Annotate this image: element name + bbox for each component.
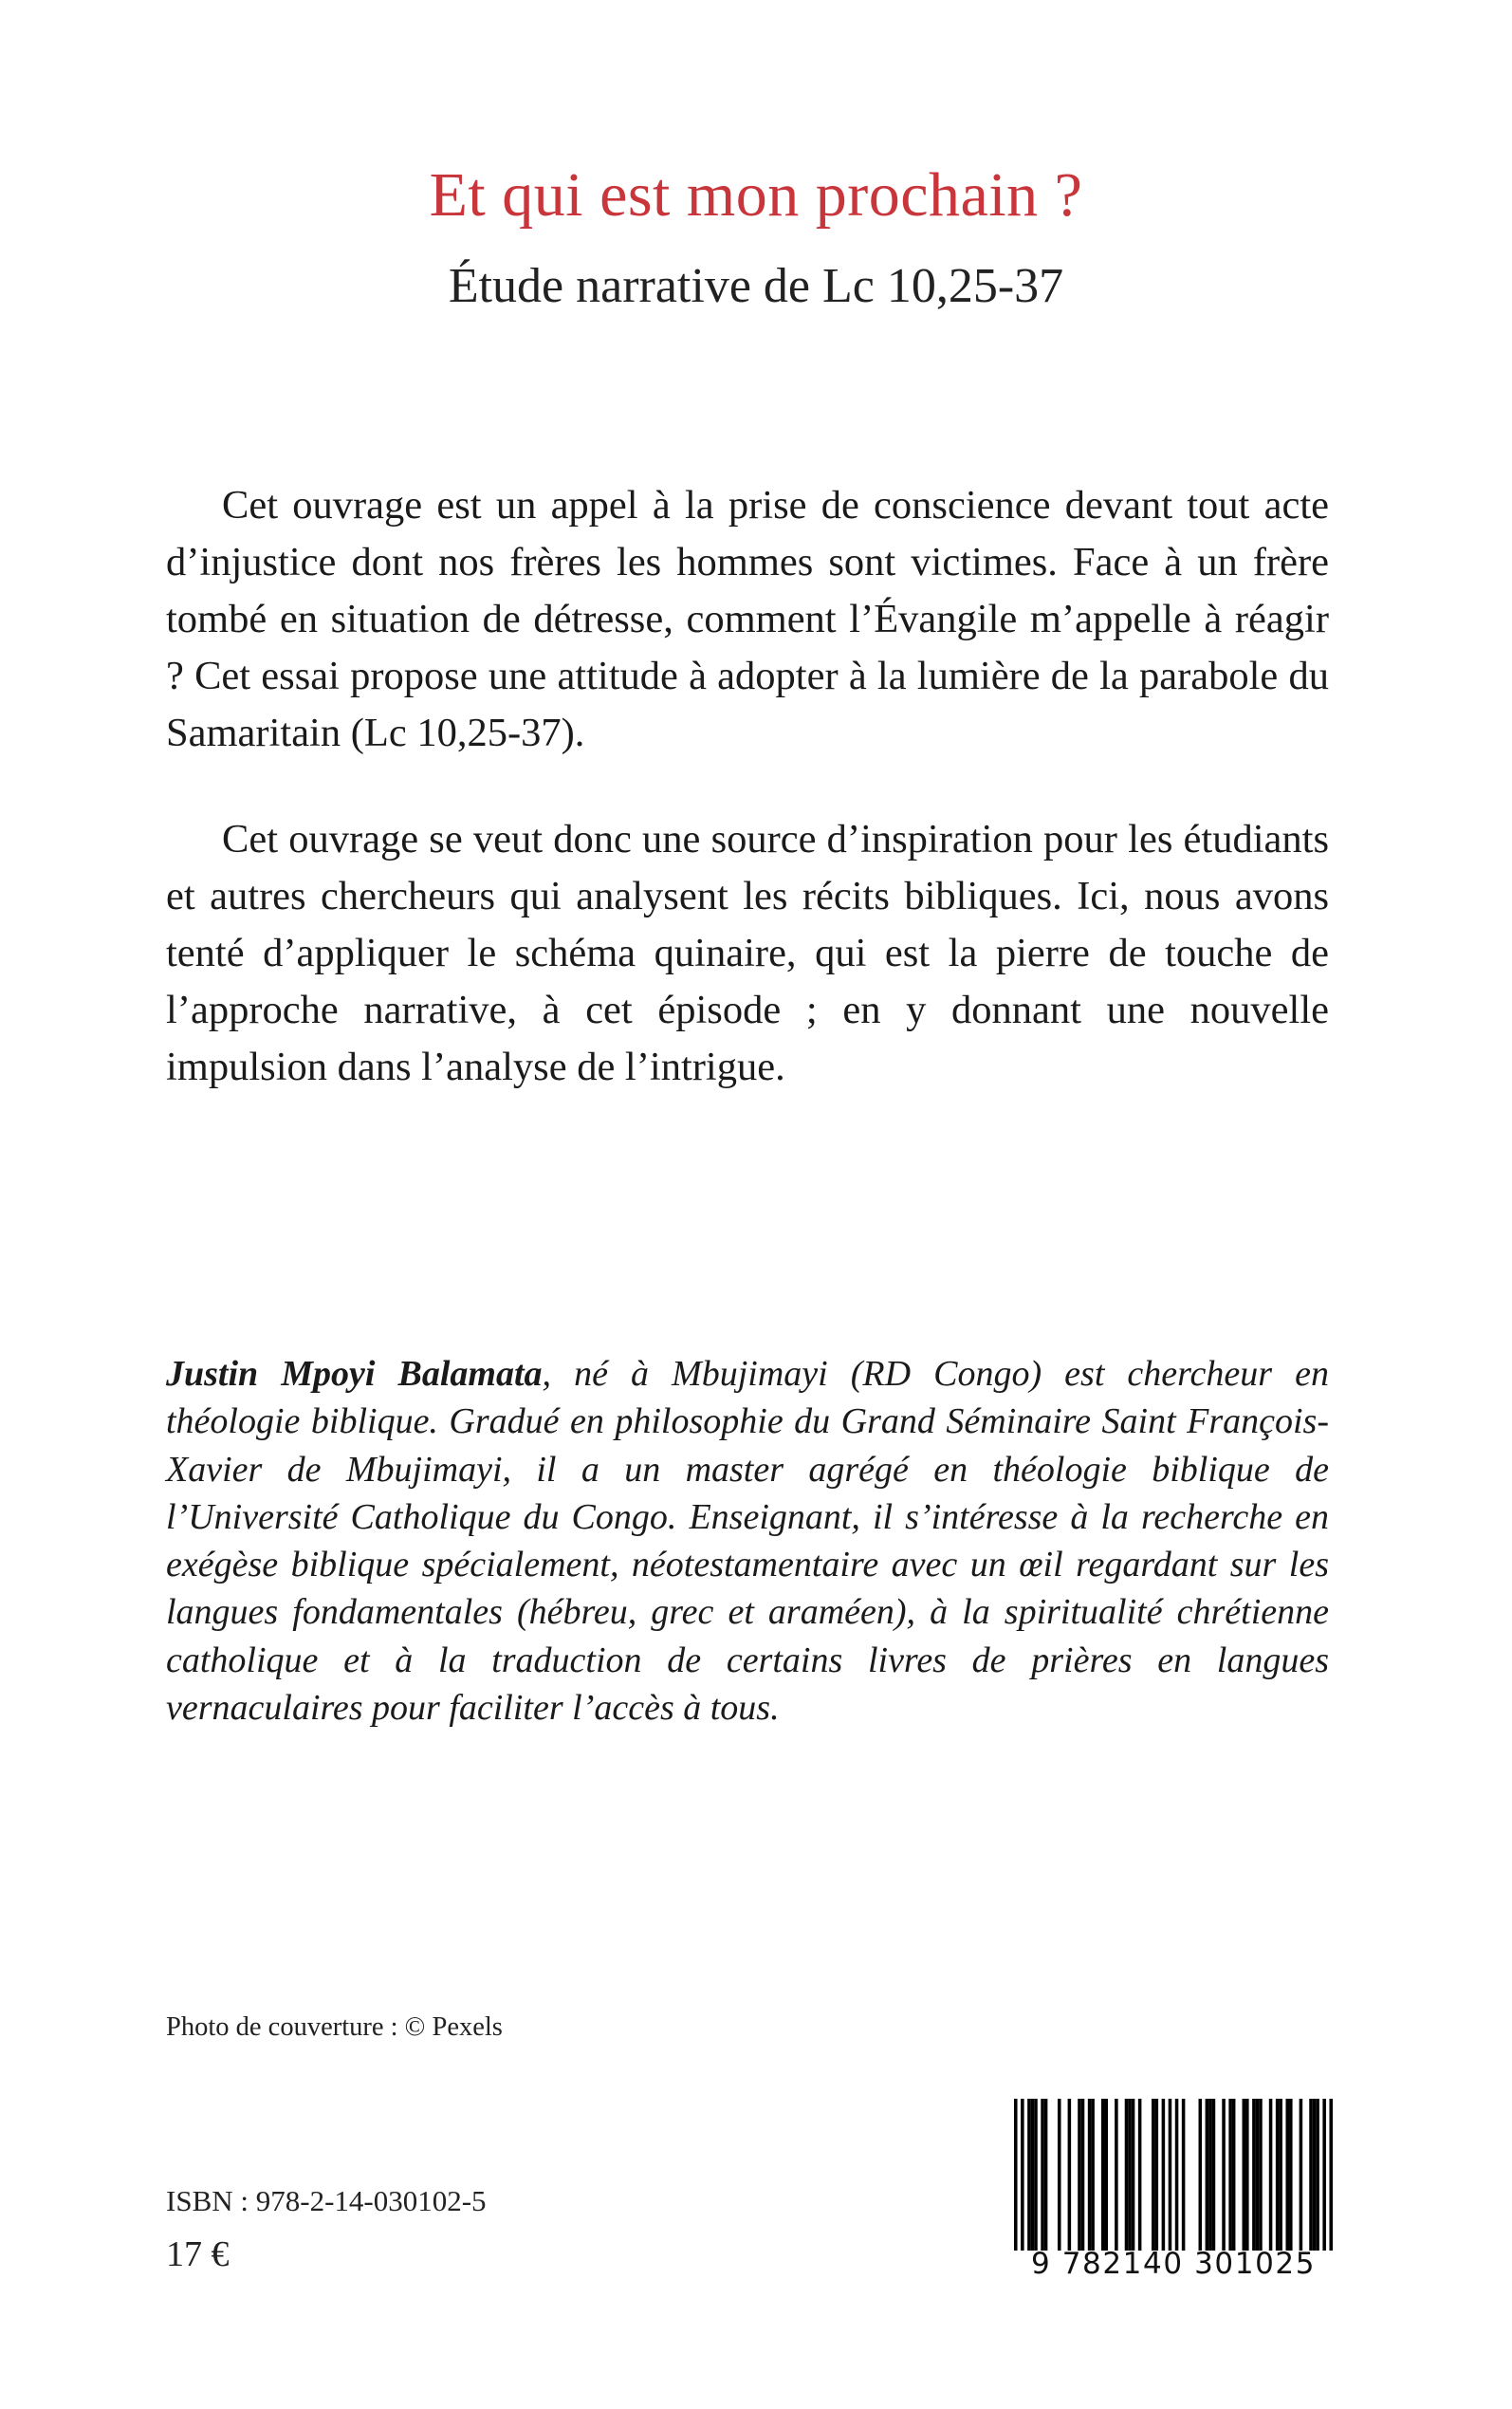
barcode-bar: [1309, 2099, 1313, 2251]
barcode-bar: [1091, 2099, 1095, 2251]
barcode-bar: [1014, 2099, 1018, 2251]
barcode-bar: [1199, 2099, 1203, 2251]
summary-paragraph-2: Cet ouvrage se veut donc une source d’inspiration pour les étudiants et autres chercheurs qui analysent les récits bibliques. Ici, nous avons tenté d’appliquer le schéma quinaire, qui est la pierre de touche de l’approche narrative, à cet épisode ; en y donnant une nouvelle impulsion dans l’analyse de l’intrigue.: [166, 817, 1329, 1089]
barcode-bar: [1104, 2099, 1108, 2251]
barcode-bar: [1169, 2099, 1172, 2251]
barcode-bar: [1256, 2099, 1260, 2251]
barcode-bar: [1329, 2099, 1333, 2251]
barcode-bar: [1152, 2099, 1155, 2251]
barcode-bar: [1228, 2099, 1232, 2251]
barcode-bar: [1021, 2099, 1024, 2251]
barcode-bar: [1132, 2099, 1135, 2251]
barcode-bar: [1245, 2099, 1249, 2251]
author-name: Justin Mpoyi Balamata: [166, 1354, 543, 1394]
barcode-bar: [1044, 2099, 1048, 2251]
barcode-bar: [1101, 2099, 1105, 2251]
barcode-digits: 9 782140 301025: [1030, 2247, 1317, 2281]
barcode-bar: [1128, 2099, 1132, 2251]
book-subtitle: Étude narrative de Lc 10,25-37: [448, 259, 1064, 313]
barcode-bar: [1269, 2099, 1273, 2251]
barcode-bar: [1175, 2099, 1179, 2251]
barcode-bar: [1252, 2099, 1256, 2251]
author-bio: [166, 1350, 1329, 1732]
barcode-bar: [1088, 2099, 1092, 2251]
barcode-bar: [1300, 2099, 1303, 2251]
barcode-bar: [1068, 2099, 1072, 2251]
barcode-bar: [1162, 2099, 1166, 2251]
barcode-bar: [1206, 2099, 1209, 2251]
barcode-bar: [1212, 2099, 1216, 2251]
barcode-bar: [1027, 2099, 1031, 2251]
barcode-bar: [1182, 2099, 1186, 2251]
barcode-bar: [1058, 2099, 1061, 2251]
summary-paragraph-1: Cet ouvrage est un appel à la prise de conscience devant tout acte d’injustice dont nos frères les hommes sont victimes. Face à un frère tombé en situation de détresse, comment l’Évangile m’appelle à réagir ? Cet essai propose une attitude à adopter à la lumière de la parabole du Samaritain (Lc 10,25-37).: [166, 483, 1329, 755]
barcode-bar: [1041, 2099, 1044, 2251]
barcode-bar: [1313, 2099, 1317, 2251]
barcode-bar: [1125, 2099, 1129, 2251]
barcode-bar: [1034, 2099, 1038, 2251]
barcode-bar: [1081, 2099, 1085, 2251]
barcode-bar: [1285, 2099, 1289, 2251]
barcode-bar: [1031, 2099, 1035, 2251]
barcode-bar: [1289, 2099, 1293, 2251]
barcode-bar: [1232, 2099, 1236, 2251]
barcode-bar: [1259, 2099, 1263, 2251]
price: 17 €: [166, 2234, 230, 2274]
isbn: ISBN : 978-2-14-030102-5: [166, 2184, 487, 2217]
barcode-bar: [1138, 2099, 1142, 2251]
barcode-bar: [1115, 2099, 1118, 2251]
barcode-bar: [1208, 2099, 1212, 2251]
barcode-bar: [1243, 2099, 1246, 2251]
book-title: Et qui est mon prochain ?: [429, 160, 1083, 230]
author-bio-text: , né à Mbujimayi (RD Congo) est chercheur en théologie biblique. Gradué en philosophie du Grand Séminaire Saint François-Xavier de Mbujimayi, il a un master agrégé en théologie biblique de l’Université Catholique du Congo. Enseignant, il s’intéresse à la recherche en exégèse biblique spécialement, néotestamentaire avec un œil regardant sur les langues fondamentales (hébreu, grec et araméen), à la spiritualité chrétienne catholique et à la traduction de certains livres de prières en langues vernaculaires pour faciliter l’accès à tous.: [166, 1354, 1329, 1729]
barcode-bar: [1078, 2099, 1081, 2251]
barcode-bar: [1222, 2099, 1226, 2251]
barcode-bars: [1014, 2099, 1333, 2251]
barcode-bar: [1316, 2099, 1319, 2251]
barcode: [1014, 2099, 1333, 2289]
barcode-bar: [1279, 2099, 1282, 2251]
barcode-bar: [1322, 2099, 1326, 2251]
photo-credit: Photo de couverture : © Pexels: [166, 2012, 503, 2042]
barcode-bar: [1155, 2099, 1159, 2251]
barcode-bar: [1276, 2099, 1280, 2251]
